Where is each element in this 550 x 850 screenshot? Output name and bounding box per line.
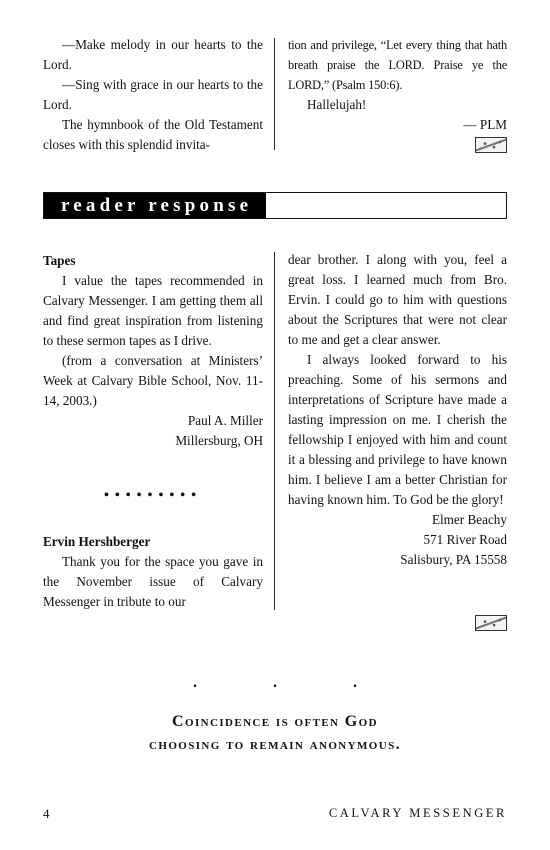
section-title: reader response [44,193,266,218]
column-rule [274,252,275,610]
letter-body: I always looked forward to his preaching. Some of his sermons and interpretations of Scripture have made a lasting impression on me. I cherish the fellowship I enjoyed with him and count it a blessing and privilege to have known him. I believe I am a better Christian for having known him. To God be the glory! [288,352,507,507]
letter-heading: Tapes [43,253,76,268]
letter-heading: Ervin Hershberger [43,534,151,549]
body-paragraph: tion and privilege, “Let every thing that hath breath praise the LORD. Praise ye the LORD,” (Psalm 150:6). [288,38,507,92]
end-of-article-icon [475,137,507,153]
top-right-column [288,35,507,135]
section-divider: ••••••••• [103,488,203,503]
letter-body: Thank you for the space you gave in the November issue of Calvary Messenger in tribute to our [43,554,263,609]
page-number: 4 [43,806,50,821]
letter-address: Salisbury, PA 15558 [400,552,507,567]
quote-line: choosing to remain anonymous. [149,736,401,753]
letter-body: I value the tapes recommended in Calvary Messenger. I am getting them all and find great inspiration from listening to these sermon tapes as I drive. [43,273,263,348]
publication-title: CALVARY MESSENGER [328,806,507,820]
separator-dots: . . . [193,674,393,691]
quote-line: Coincidence is often God [172,713,378,730]
body-paragraph: Hallelujah! [307,97,367,112]
letter-author: Elmer Beachy [431,512,507,527]
letters-right-column [288,250,507,570]
letter-body: dear brother. I along with you, feel a great loss. I learned much from Bro. Ervin. I could go to him with questions about the Scriptures that were not clear to me and get a clear answer. [288,252,507,347]
column-rule [274,38,275,150]
letter-note: (from a conversation at Ministers’ Week at Calvary Bible School, Nov. 11-14, 2003.) [43,353,263,408]
section-banner [43,192,507,219]
end-of-article-icon [475,615,507,631]
body-paragraph: —Make melody in our hearts to the Lord. [43,37,263,72]
letters-left-column-lower [43,532,263,612]
signature: — PLM [463,117,507,132]
letters-left-column [43,251,263,451]
letter-address: 571 River Road [423,532,507,547]
letter-location: Millersburg, OH [175,433,263,448]
top-left-column [43,35,263,155]
body-paragraph: —Sing with grace in our hearts to the Lord. [43,77,263,112]
body-paragraph: The hymnbook of the Old Testament closes with this splendid invita- [43,117,263,152]
letter-author: Paul A. Miller [187,413,263,428]
